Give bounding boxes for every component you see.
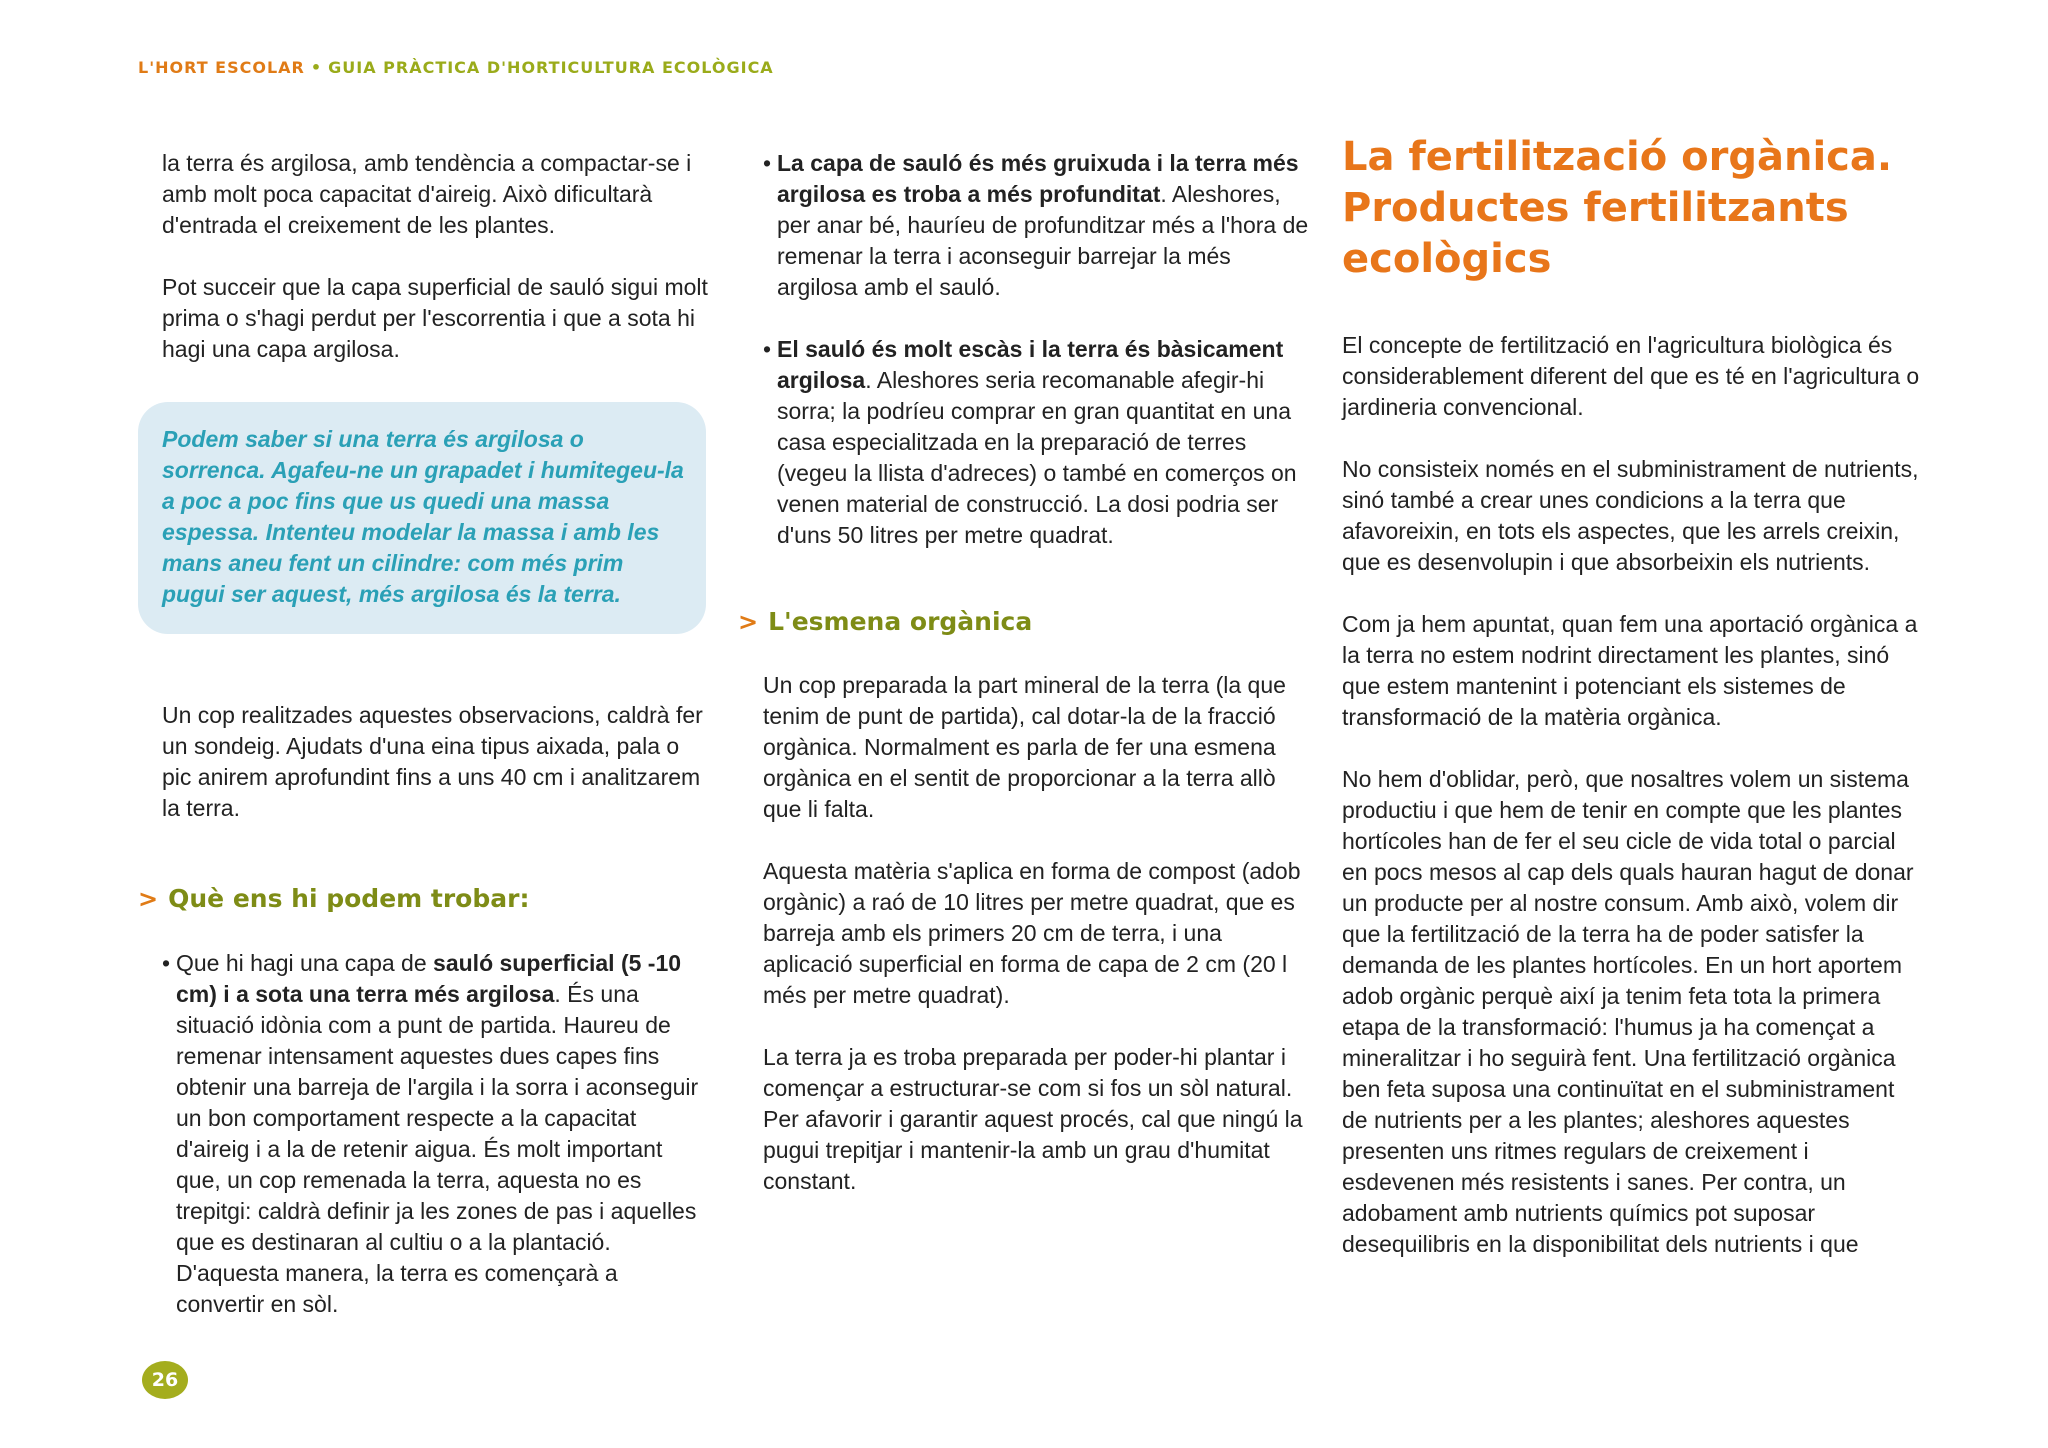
header-subtitle: GUIA PRÀCTICA D'HORTICULTURA ECOLÒGICA (328, 58, 774, 77)
bullet-text: . Aleshores seria recomanable afegir-hi sorra; la podríeu comprar en gran quantitat en una casa especialitzada en la preparació de terres (vegeu la llista d'adreces) o també en comerços on venen material de construcció. La dosi podria ser d'uns 50 litres per metre quadrat. (777, 367, 1297, 548)
arrow-icon: > (738, 608, 759, 636)
column-left-lower (162, 700, 710, 824)
subheading-text: Què ens hi podem trobar: (168, 884, 530, 913)
list-item (162, 948, 710, 1320)
paragraph: la terra és argilosa, amb tendència a compactar-se i amb molt poca capacitat d'aireig. Això dificultarà d'entrada el creixement de les plantes. (162, 150, 692, 238)
bullet-text: . És una situació idònia com a punt de partida. Haureu de remenar intensament aquestes dues capes fins obtenir una barreja de l'argila i la sorra i aconseguir un bon comportament respecte a la capacitat d'aireig i a la de retenir aigua. És molt important que, un cop remenada la terra, aquesta no es trepitgi: caldrà definir ja les zones de pas i aquelles que es destinaran al cultiu o a la plantació. D'aquesta manera, la terra es començarà a convertir en sòl. (176, 981, 699, 1317)
bullet-bold-text: El sauló és molt escàs i la terra és bàsicament argilosa (777, 336, 1284, 393)
list-item (763, 148, 1311, 303)
paragraph: Un cop preparada la part mineral de la terra (la que tenim de punt de partida), cal dotar-la de la fracció orgànica. Normalment es parla de fer una esmena orgànica en el sentit de proporcionar a la terra allò que li falta. (763, 672, 1286, 822)
header-separator: • (310, 58, 323, 77)
list-item (763, 334, 1311, 551)
section-title: La fertilització orgànica. Productes fertilitzants ecològics (1342, 134, 1893, 282)
subheading-text: L'esmena orgànica (768, 607, 1033, 636)
column-middle (763, 148, 1311, 551)
tip-box (138, 402, 706, 634)
running-header (138, 58, 774, 77)
bullet-bold-text: sauló superficial (5 -10 cm) i a sota una terra més argilosa (176, 950, 682, 1007)
column-middle-lower (763, 670, 1311, 1197)
bullet-text: . Aleshores, per anar bé, hauríeu de profunditzar més a l'hora de remenar la terra i aconseguir barrejar la més argilosa amb el sauló. (777, 181, 1309, 300)
paragraph: La terra ja es troba preparada per poder-hi plantar i començar a estructurar-se com si fos un sòl natural. Per afavorir i garantir aquest procés, cal que ningú la pugui trepitjar i mantenir-la amb un grau d'humitat constant. (763, 1044, 1303, 1194)
column-left-bullets (162, 948, 710, 1320)
section-subheading (138, 884, 529, 913)
section-subheading (738, 607, 1032, 636)
header-title: L'HORT ESCOLAR (138, 58, 305, 77)
paragraph: No consisteix només en el subministrament de nutrients, sinó també a crear unes condicions a la terra que afavoreixin, en tots els aspectes, que les arrels creixin, que es desenvolupin i que absorbeixin els nutrients. (1342, 456, 1919, 575)
arrow-icon: > (138, 885, 159, 913)
tip-text: Podem saber si una terra és argilosa o sorrenca. Agafeu-ne un grapadet i humitegeu-la a poc a poc fins que us quedi una massa espessa. Intenteu modelar la massa i amb les mans aneu fent un cilindre: com més prim pugui ser aquest, més argilosa és la terra. (162, 426, 684, 607)
paragraph: Un cop realitzades aquestes observacions, caldrà fer un sondeig. Ajudats d'una eina tipus aixada, pala o pic anirem aprofundint fins a uns 40 cm i analitzarem la terra. (162, 702, 703, 821)
paragraph: Pot succeir que la capa superficial de sauló sigui molt prima o s'hagi perdut per l'escorrentia i que a sota hi hagi una capa argilosa. (162, 274, 708, 362)
paragraph: Com ja hem apuntat, quan fem una aportació orgànica a la terra no estem nodrint directament les plantes, sinó que estem mantenint i potenciant els sistemes de transformació de la matèria orgànica. (1342, 611, 1918, 730)
bullet-text: Que hi hagi una capa de (176, 950, 434, 976)
paragraph: No hem d'oblidar, però, que nosaltres volem un sistema productiu i que hem de tenir en compte que les plantes hortícoles han de fer el seu cicle de vida total o parcial en pocs mesos al cap dels quals hauran hagut de donar un producte per al nostre consum. Amb això, volem dir que la fertilització de la terra ha de poder satisfer la demanda de les plantes hortícoles. En un hort aportem adob orgànic perquè així ja tenim feta tota la primera etapa de la transformació: l'humus ja ha començat a mineralitzar i ho seguirà fent. Una fertilització orgànica ben feta suposa una continuïtat en el subministrament de nutrients per a les plantes; aleshores aquestes presenten uns ritmes regulars de creixement i esdevenen més resistents i sanes. Per contra, un adobament amb nutrients químics pot suposar desequilibris en la disponibilitat dels nutrients i que (1342, 766, 1914, 1257)
column-left (162, 148, 710, 365)
paragraph: Aquesta matèria s'aplica en forma de compost (adob orgànic) a raó de 10 litres per metre quadrat, que es barreja amb els primers 20 cm de terra, i una aplicació superficial en forma de capa de 2 cm (20 l més per metre quadrat). (763, 858, 1301, 1008)
page-number: 26 (142, 1361, 188, 1399)
bullet-bold-text: La capa de sauló és més gruixuda i la terra més argilosa es troba a més profunditat (777, 150, 1299, 207)
column-right (1342, 330, 1922, 1260)
paragraph: El concepte de fertilització en l'agricultura biològica és considerablement diferent del que es té en l'agricultura o jardineria convencional. (1342, 332, 1920, 420)
